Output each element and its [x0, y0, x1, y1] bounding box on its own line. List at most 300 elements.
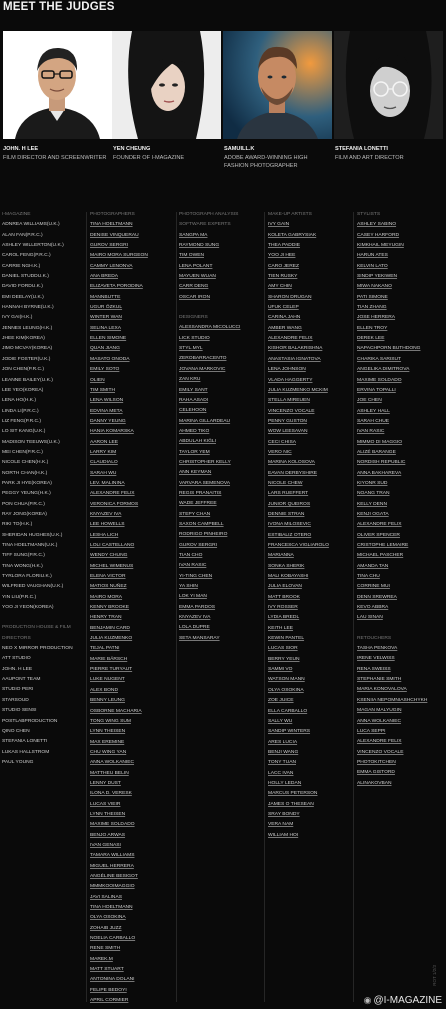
credit-name[interactable]: LYDIA BREDL	[268, 615, 300, 621]
credit-name: ADNREA WILLIAMS(U.K.)	[2, 222, 60, 228]
credit-name: LO SIT KANG(U.K.)	[2, 429, 46, 435]
credit-name[interactable]: ZEROBARRACENTO	[179, 356, 227, 362]
credit-name[interactable]: DENN SREWREA	[357, 594, 397, 600]
credit-name[interactable]: TINA HOELTMANN	[90, 222, 133, 228]
credit-name[interactable]: KEWIN PANTEL	[268, 636, 305, 642]
credit-name[interactable]: PIERRE TURYAUT	[90, 667, 133, 673]
credit-name[interactable]: MATTHEU BELIN	[90, 770, 129, 776]
credit-name[interactable]: TONY TUAN	[268, 760, 296, 766]
credit-name: LIZ FENG(P.R.C.)	[2, 418, 42, 424]
credit-name[interactable]: KIMKHAIL MEYUGIN	[357, 243, 404, 249]
credit-name[interactable]: LEE HOWELLS	[90, 522, 125, 528]
watermark	[364, 995, 442, 1006]
credit-name[interactable]: BENJO ARWAS	[90, 832, 126, 838]
credit-name: DANIEL STUDDU.K.)	[2, 274, 49, 280]
credit-name[interactable]: UGUR ÖZKUL	[90, 305, 123, 311]
credit-name[interactable]: LUCA SEPPI	[357, 728, 386, 734]
credit-name[interactable]: HARUN ATES	[357, 253, 388, 259]
credit-name[interactable]: SAMMI VO	[268, 667, 293, 673]
credit-name[interactable]: LESHA LICH	[90, 532, 119, 538]
credit-name[interactable]: BENJAMIN CARD	[90, 625, 130, 631]
credit-name[interactable]: ANA BREDA	[90, 274, 118, 280]
judge-role: FOUNDER OF I-MAGAZINE	[113, 154, 185, 161]
credit-name[interactable]: QUAN JIANG	[90, 346, 120, 352]
credit-name: TINA HOELTMANN(U.K.)	[2, 543, 58, 548]
credit-name[interactable]: MANNBUTTE	[90, 294, 121, 300]
credit-name[interactable]: VERA NAM	[268, 822, 294, 828]
credit-name[interactable]: DANNY YEUNG	[90, 418, 126, 424]
judge-role: FILM DIRECTOR AND SCREENWRITER	[3, 154, 107, 161]
credit-name[interactable]: EMMA GISTORD	[357, 770, 395, 776]
credit-name[interactable]: NOELIA CARBALLO	[90, 936, 136, 942]
credit-name[interactable]: NAPACHPORN BUTHDONG	[357, 346, 421, 352]
credit-name[interactable]: MARIA KONOVALOVA	[357, 687, 407, 693]
credit-name[interactable]: TINA CHU	[357, 574, 380, 580]
credit-name[interactable]: ANGELIKA DIMITROVA	[357, 367, 410, 373]
credit-name[interactable]: EAVAN DERBYSHIRE	[268, 470, 318, 476]
credit-name[interactable]: MARINA GILLARDEAU	[179, 418, 231, 424]
credit-name[interactable]: ANN KEYMAN	[179, 470, 212, 476]
credit-name[interactable]: JUNIOR QUEIROS	[268, 501, 311, 507]
credit-name[interactable]: ALEXANDRE FELIX	[357, 739, 402, 745]
credit-name[interactable]: CHU WING YAN	[90, 749, 127, 755]
credit-name[interactable]: GUROV SERGRI	[179, 542, 218, 548]
credit-name[interactable]: WADE JEFFREE	[179, 501, 217, 507]
credit-name[interactable]: VINCENZO VOCALE	[268, 408, 315, 414]
credit-name[interactable]: YOO JI HEE	[268, 253, 296, 259]
credit-name: RAY JONG(KOREA)	[2, 511, 47, 517]
credit-name: ATT STUDIO	[2, 656, 31, 662]
credit-name[interactable]: STEPHANIE SMITH	[357, 677, 402, 683]
credit-name[interactable]: NORDISH REPUBLIC	[357, 460, 406, 466]
credit-name: TINA WONG(H.K.)	[2, 563, 43, 569]
credit-name: TIFF SUNG(P.R.C.)	[2, 553, 45, 559]
credit-name[interactable]: RODRIGO PINHEIRO	[179, 532, 228, 538]
credit-name[interactable]: MALI KOBAYASHI	[268, 574, 309, 580]
credit-name[interactable]: OLIVER SPENCER	[357, 532, 400, 538]
credit-name[interactable]: ELLA CARBALLO	[268, 708, 308, 714]
credit-name[interactable]: LENA WILSON	[90, 398, 124, 404]
section-heading: STYLISTS	[357, 212, 381, 217]
credit-name[interactable]: RENA SWEISS	[357, 666, 391, 672]
credit-name[interactable]: ALESSANDRA MICOLUCCI	[179, 325, 241, 331]
judge-caption-3	[224, 145, 332, 171]
credit-name[interactable]: ALEXANDRE FELIX	[90, 491, 135, 497]
section-heading: PHOTOGRAPH ANALYSIS SOFTWARE EXPERTS	[179, 212, 239, 228]
credit-name[interactable]: SARAH CHUE	[357, 418, 390, 424]
credit-name: STEFANIA LONETTI	[2, 739, 48, 745]
credit-name[interactable]: LYNN THEISEN	[90, 811, 126, 817]
credit-name[interactable]: LACC IVAN	[268, 770, 294, 776]
credit-name: AAUPONT TEAM	[2, 677, 41, 683]
section-heading: DESIGNERS	[179, 315, 208, 321]
credit-name[interactable]: RAHA ASADI	[179, 397, 209, 403]
credit-name[interactable]: ESTIBALIZ OTERO	[268, 532, 312, 538]
credit-name[interactable]: LEV. MALININA	[90, 480, 125, 486]
credit-name[interactable]: ASHLEY SABINO	[357, 222, 397, 228]
credit-name[interactable]: SRAY BONDY	[268, 811, 300, 817]
credit-name[interactable]: MAGAN MALYUGIN	[357, 708, 402, 714]
credit-name[interactable]: LYNN THEISEN	[90, 729, 126, 735]
credit-name[interactable]: TINA HOELTMANN	[90, 905, 133, 911]
section-heading: MAKE-UP ARTISTS	[268, 212, 312, 217]
credit-name[interactable]: MAIRO MORA	[90, 594, 123, 600]
credit-name[interactable]: JOE CHEN	[357, 398, 382, 404]
credit-name: JOHN. H LEE	[2, 666, 33, 672]
credit-name[interactable]: ANNA WOLKANIEC	[90, 760, 135, 766]
credit-name[interactable]: YI-TING CHEN	[179, 573, 213, 579]
credit-name[interactable]: AHMED TIKO	[179, 428, 210, 434]
credit-name[interactable]: SANDIP WINTERS	[268, 729, 311, 735]
credit-name[interactable]: AMY CHIN	[268, 284, 292, 290]
credit-name[interactable]: MIMMO DI MAGGIO	[357, 439, 403, 445]
credit-name[interactable]: JULIA ELOVAN	[268, 584, 302, 590]
credit-name[interactable]: DENNIE STRAN	[268, 511, 305, 517]
credit-name[interactable]: AARON LEE	[90, 439, 118, 445]
credit-name[interactable]: ELLEN TROY	[357, 325, 388, 331]
credit-name[interactable]: CORRINE MUI	[357, 584, 390, 590]
credit-name[interactable]: KISHOR BALAKRISHNA	[268, 346, 323, 352]
credit-name[interactable]: OLYA OSOKINA	[268, 687, 304, 693]
judge-name: SAMUILL.K	[224, 146, 255, 152]
credit-name[interactable]: EMILY SANT	[179, 387, 208, 393]
credit-name[interactable]: AMBER WANG	[268, 325, 302, 331]
credit-name[interactable]: SHARON DRUGAN	[268, 294, 312, 300]
credit-name[interactable]: TIAN CHO	[179, 553, 203, 558]
credit-name[interactable]: TAMARA WILLIAMS	[90, 853, 135, 859]
section-heading: PHOTOGRAPHERS	[90, 212, 135, 217]
credit-name[interactable]: JOSE HERRERA	[357, 315, 396, 321]
credit-name[interactable]: ANNA BAKHAREVA	[357, 470, 402, 476]
credit-name[interactable]: LICK STUDIO	[179, 335, 210, 341]
credits-column-3	[179, 210, 261, 644]
page-title: MEET THE JUDGES	[3, 1, 115, 13]
credit-name[interactable]: ASHLEY HALL	[357, 408, 390, 414]
credit-name[interactable]: ANASTASIA IGNATOVA	[268, 356, 321, 362]
judge-caption-1	[3, 145, 112, 162]
credit-name[interactable]: REGIS PRANAITIS	[179, 490, 222, 496]
credit-name[interactable]: ALEXANDRE FELIX	[268, 336, 313, 342]
credit-name[interactable]: MIGUEL HERRERA	[90, 863, 134, 869]
credit-name[interactable]: SETA MANSARAY	[179, 635, 220, 641]
credit-name: STUDIO PERI	[2, 687, 34, 693]
credit-name[interactable]: OLYA OSOKINA	[90, 915, 126, 921]
credit-name[interactable]: PATI SIMONE	[357, 294, 388, 300]
credit-name[interactable]: LENA JOHNSON	[268, 367, 306, 373]
credit-name[interactable]: SELINA LEXA	[90, 325, 121, 331]
credit-name[interactable]: ERVINA TOPALLI	[357, 387, 396, 393]
credit-name[interactable]: OSBORNE MACHARIA	[90, 708, 142, 714]
credit-name[interactable]: MAIRO MORA SURGEON	[90, 253, 148, 259]
credit-name[interactable]: ZOHAIB JUZZ	[90, 925, 122, 931]
credits-column-5	[357, 210, 427, 789]
credit-name: LUKAS HALLSTROM	[2, 749, 50, 755]
credit-name: STARSOUD	[2, 697, 29, 703]
credit-name[interactable]: JAMES O THESEAN	[268, 801, 314, 807]
credit-name[interactable]: PENNY GUSTON	[268, 418, 307, 424]
credit-name: LINDA LI(P.R.C.)	[2, 408, 39, 414]
credit-name[interactable]: VLADA HAGGERTY	[268, 377, 313, 383]
credit-name: PEGGY YEUNG(H.K.)	[2, 491, 51, 497]
credit-name[interactable]: ALINAKOVBAN	[357, 780, 392, 786]
credit-name[interactable]: THEA PADDIE	[268, 243, 300, 249]
credit-name[interactable]: LUKE NUGENT	[90, 677, 125, 683]
side-caption: ROT 1/2/3	[432, 965, 437, 986]
credit-name[interactable]: APRIL CORMIER	[90, 998, 129, 1004]
credit-name[interactable]: KEVO ABBRA	[357, 605, 389, 611]
credit-name: JON CHEN(P.R.C.)	[2, 367, 45, 373]
credit-name[interactable]: OLIEN	[90, 377, 105, 383]
section-heading: RETOUCHERS	[357, 635, 392, 641]
credit-name[interactable]: OSCAR IRON	[179, 294, 210, 300]
credit-name[interactable]: MARINA KOLOSOVA	[268, 460, 315, 466]
credit-name[interactable]: CHARIKA SARISUT	[357, 356, 402, 362]
credit-name[interactable]: JOVANA MARKOVIC	[179, 366, 226, 372]
credit-name[interactable]: MATIOS NUÑEZ	[90, 584, 127, 590]
credit-name[interactable]: WATSON MANN	[268, 677, 305, 683]
credit-name[interactable]: VERONICA FORMOS	[90, 501, 139, 507]
credit-name[interactable]: GUROV SERGRI	[90, 243, 129, 249]
credit-name: RIKI TO(H.K.)	[2, 522, 33, 528]
credit-name[interactable]: MATT BROOK	[268, 594, 300, 600]
credit-name[interactable]: LUCAS VIEIR	[90, 801, 121, 807]
credit-name[interactable]: WILLIAM HOI	[268, 832, 299, 838]
credit-name[interactable]: KNYAZEV IVA	[179, 615, 211, 621]
credit-name[interactable]: ZOE JUICE	[268, 698, 294, 704]
credit-name[interactable]: SAXON CAMPBELL	[179, 521, 224, 527]
credit-name[interactable]: HANIA KOMARSKA	[90, 429, 134, 435]
credit-name: YIN LIU(P.R.C.)	[2, 594, 37, 600]
credit-name[interactable]: CARINA JAHN	[268, 315, 301, 321]
credit-name[interactable]: UFUK CELEP	[268, 305, 299, 311]
judge-caption-2	[113, 145, 221, 162]
credit-name[interactable]: LAU SINAN	[357, 615, 383, 621]
credit-name: JODIE FOSTER(U.K.)	[2, 356, 51, 362]
credit-name[interactable]: ALEXANDRE FELIX	[357, 522, 402, 528]
credit-name[interactable]: TASHA PENKOVA	[357, 646, 398, 652]
credit-name[interactable]: WINTER WAN	[90, 315, 122, 321]
credit-name[interactable]: IVY GAIN	[268, 222, 290, 228]
judge-name: JOHN. H LEE	[3, 146, 39, 152]
credit-name: WILFRIED VAUGHAN(U.K.)	[2, 584, 64, 590]
credit-name[interactable]: LENNY DUST	[90, 780, 121, 786]
credit-name[interactable]: DEREK LEE	[357, 336, 385, 342]
credit-name[interactable]: ANNA WOLKANIEC	[357, 718, 402, 724]
credit-name[interactable]: EMILY SOTO	[90, 367, 120, 373]
judge-photo-1	[3, 31, 112, 139]
credit-name[interactable]: ARES LUCIA	[268, 739, 298, 745]
credit-name[interactable]: ELLEN SIMONE	[90, 336, 127, 342]
credit-name[interactable]: BENJI WANG	[268, 749, 299, 755]
credits-column-2	[90, 210, 148, 1006]
credit-name[interactable]: MMMKOOIMAGGIO	[90, 884, 135, 890]
judge-photo-4	[334, 31, 443, 139]
credit-name: PON CHUA(P.R.C.)	[2, 501, 45, 507]
credit-name[interactable]: SONKA SHERIK	[268, 563, 305, 569]
credit-name: STUDIO SENSI	[2, 708, 37, 714]
credit-name[interactable]: IRENE VELWISS	[357, 656, 395, 662]
credit-name[interactable]: MARCUS PETERSON	[268, 791, 318, 797]
credit-name: JHEE KIM(KOREA)	[2, 336, 45, 342]
credit-name[interactable]: ELENA VICTOR	[90, 574, 126, 580]
credit-name[interactable]: NICOLE CHEW	[268, 480, 303, 486]
credit-name[interactable]: VERO NIC	[268, 449, 292, 455]
credit-name[interactable]: KENNY BROOKE	[90, 605, 130, 611]
credit-name[interactable]: MICHAEL PASCHER	[357, 553, 404, 559]
credit-name[interactable]: MAREK.M	[90, 956, 113, 962]
credit-name[interactable]: KELVIN LATO	[357, 263, 388, 269]
watermark-text: @I-MAGAZINE	[373, 995, 442, 1006]
credit-name[interactable]: SANGPA MA	[179, 232, 208, 238]
credit-name[interactable]: AMANDA TAN	[357, 563, 389, 569]
credit-name[interactable]: MARIE BÄRSCH	[90, 656, 128, 662]
credit-name: LEANNE BAILEY(U.K.)	[2, 377, 53, 383]
credit-name[interactable]: TIM SMITH	[90, 387, 115, 393]
credit-name[interactable]: BENNY LEUNG	[90, 698, 125, 704]
credit-name: CAROL FENG(P.R.C.)	[2, 253, 51, 259]
credit-name[interactable]: LOLA DUPRE	[179, 625, 210, 631]
credit-name[interactable]: ELIZAVETA PORODINA	[90, 284, 143, 290]
weibo-logo-icon: ◉	[363, 995, 372, 1005]
credit-name[interactable]: MARIANNA	[268, 553, 294, 559]
credit-name[interactable]: ALIZÉ BARANGE	[357, 449, 396, 455]
credit-name[interactable]: SARAH WU	[90, 470, 117, 476]
credit-name: PARK JI HYE(KOREA)	[2, 480, 52, 486]
credit-name[interactable]: EMMA PARDOS	[179, 604, 216, 610]
credit-name[interactable]: RENE SMITH	[90, 946, 121, 952]
credit-name[interactable]: RAYMOND SUNG	[179, 243, 220, 249]
credit-name[interactable]: ZAN KRU	[179, 377, 201, 383]
credit-name[interactable]: IVONA MILOSEVIC	[268, 522, 311, 528]
credit-name[interactable]: IVAN RASIC	[179, 563, 207, 569]
credit-name[interactable]: ALEX BOND	[90, 687, 118, 693]
credit-name[interactable]: KSENIIA NEPOMNIASHCHYKH	[357, 697, 428, 703]
column-divider	[353, 212, 354, 1002]
credit-name[interactable]: STEPY CHAN	[179, 511, 211, 517]
credit-name[interactable]: LARRY KIM	[90, 449, 117, 455]
credit-name[interactable]: CLAUDIALO	[90, 460, 118, 466]
credit-name[interactable]: LENA POLANT	[179, 263, 213, 269]
credit-name[interactable]: ANGÉLINE BESIGOT	[90, 874, 138, 879]
credit-name[interactable]: MASATO ONODA	[90, 356, 130, 362]
credit-name[interactable]: KELLY DENN	[357, 501, 387, 507]
credit-name[interactable]: VINCENZO VOCALE	[357, 749, 404, 755]
credit-name[interactable]: EDVINA META	[90, 408, 123, 414]
credit-name[interactable]: MAXIME SOLDADO	[357, 377, 402, 383]
judge-name: YEN CHEUNG	[113, 146, 151, 152]
credit-name[interactable]: TONG WING SUM	[90, 718, 131, 724]
credit-name[interactable]: CARR DENG	[179, 284, 209, 290]
section-heading: PRODUCTION HOUSE & FILM DIRECTORS	[2, 625, 71, 641]
credit-name[interactable]: SINDIP YEKIWEN	[357, 274, 398, 280]
credit-name: JIMO MCVAY(KOREA)	[2, 346, 53, 352]
credit-name[interactable]: KENJI OGATA	[357, 511, 389, 517]
credit-name[interactable]: TIAN ZHANG	[357, 305, 387, 311]
credit-name[interactable]: MAXIME SOLDADO	[90, 822, 135, 828]
credit-name[interactable]: CRISTOPHE LEMAIRE	[357, 543, 409, 548]
credit-name: QINO CHEN	[2, 728, 30, 734]
credit-name[interactable]: IVAN RASIC	[357, 429, 385, 435]
credit-name[interactable]: TIM OWEN	[179, 253, 204, 259]
credit-name[interactable]: ABDULAH KIĞLI	[179, 439, 216, 445]
credit-name[interactable]: CHRISTOPHER KELLY	[179, 459, 231, 465]
credit-name[interactable]: TEJAL PATNI	[90, 646, 120, 652]
credits-column-4	[268, 210, 329, 841]
credit-name: ALAN FAN(P.R.C.)	[2, 232, 43, 238]
credits-column-1	[2, 210, 84, 768]
credit-name[interactable]: CELEHOON	[179, 408, 207, 414]
credit-name[interactable]: KIYONR SUD	[357, 480, 388, 486]
credit-name[interactable]: STYL.MYL	[179, 346, 203, 352]
credit-name[interactable]: STELLA MIREUEN	[268, 398, 310, 404]
credit-name[interactable]: ILONA D. VERESK	[90, 791, 132, 797]
credit-name[interactable]: DENISE VINQUERAU	[90, 232, 139, 238]
credit-name[interactable]: CARO JEREZ	[268, 263, 299, 269]
credit-name[interactable]: NOANG TRAN	[357, 491, 390, 497]
section-spacer	[179, 303, 261, 313]
judge-photo-3	[223, 31, 332, 139]
credit-name[interactable]: MATT STUART	[90, 967, 124, 973]
credit-name[interactable]: LOK YI MAN	[179, 594, 207, 600]
credit-name[interactable]: LARS RUEFFERT	[268, 491, 309, 497]
credit-name[interactable]: ANTONINA DOLANI	[90, 977, 135, 983]
credit-name: LEE YEO(KOREA)	[2, 387, 44, 393]
credit-name[interactable]: LOLI CASTELLANO	[90, 543, 135, 548]
credit-name: ASHLEY WILLERTON(U.K.)	[2, 243, 64, 249]
section-spacer	[357, 624, 427, 634]
credit-name[interactable]: VARVARA SEMENOVA	[179, 480, 231, 486]
credit-name[interactable]: MIWA NAKANO	[357, 284, 392, 290]
column-divider	[86, 212, 87, 1002]
credit-name: MADISON TEEUWS(U.K.)	[2, 439, 60, 445]
judge-caption-4	[335, 145, 443, 162]
credit-name[interactable]: KEITH LEE	[268, 625, 294, 631]
credit-name[interactable]: IVY ROSSER	[268, 605, 298, 611]
credit-name[interactable]: FELIPE BEDOYI	[90, 987, 127, 993]
credit-name[interactable]: IVAN GENASI	[90, 842, 121, 848]
credit-name[interactable]: JULIA KUZMENKO	[90, 636, 133, 642]
credit-name[interactable]: KOLETA GABRYSIAK	[268, 232, 317, 238]
credit-name[interactable]: CASEY HARFORD	[357, 232, 400, 238]
credit-name[interactable]: KNYAZEV IVA	[90, 511, 122, 517]
credit-name[interactable]: JAVI SALINAS	[90, 894, 122, 900]
credit-name[interactable]: HOLLY LEDAN	[268, 780, 302, 786]
credit-name[interactable]: MAX EREMINE	[90, 739, 125, 745]
credit-name[interactable]: JULIA KUZMENKO MCKIM	[268, 387, 328, 393]
credit-name[interactable]: CECI CHISA	[268, 439, 296, 445]
credit-name[interactable]: FRANCESCA VIGLIAROLO	[268, 543, 329, 548]
credit-name: POSTLABPRODUCTION	[2, 718, 58, 724]
credit-name[interactable]: SALLY WU	[268, 718, 293, 724]
credit-name[interactable]: YA SHIN	[179, 584, 198, 590]
credit-name[interactable]: PHOTOKITCHEN	[357, 759, 396, 765]
credit-name: MEI CHEN(P.R.C.)	[2, 449, 43, 455]
credit-name[interactable]: WOW LEESAVAN	[268, 429, 308, 435]
credit-name: HANNAH BYRNE(U.K.)	[2, 305, 54, 311]
credit-name[interactable]: TIEN RUSKY	[268, 274, 298, 280]
credit-name[interactable]: HENRY TRAN	[90, 615, 122, 621]
credit-name[interactable]: TAYLOR YEM	[179, 449, 210, 455]
credit-name[interactable]: WENDY CHUNG	[90, 553, 128, 559]
credit-name[interactable]: MAYUEN WUAN	[179, 274, 216, 280]
credit-name[interactable]: BERRY YEUN	[268, 656, 300, 662]
credit-name: EMI DEELAY(U.K.)	[2, 294, 44, 300]
credit-name[interactable]: MICHEL WIMENUS	[90, 563, 134, 569]
credit-name: NEO X MIRROR PRODUCTION	[2, 646, 73, 652]
credit-name[interactable]: CAMMY LENONVA	[90, 263, 133, 269]
column-divider	[176, 212, 177, 1002]
credit-name[interactable]: LUCAS SIOR	[268, 646, 298, 652]
